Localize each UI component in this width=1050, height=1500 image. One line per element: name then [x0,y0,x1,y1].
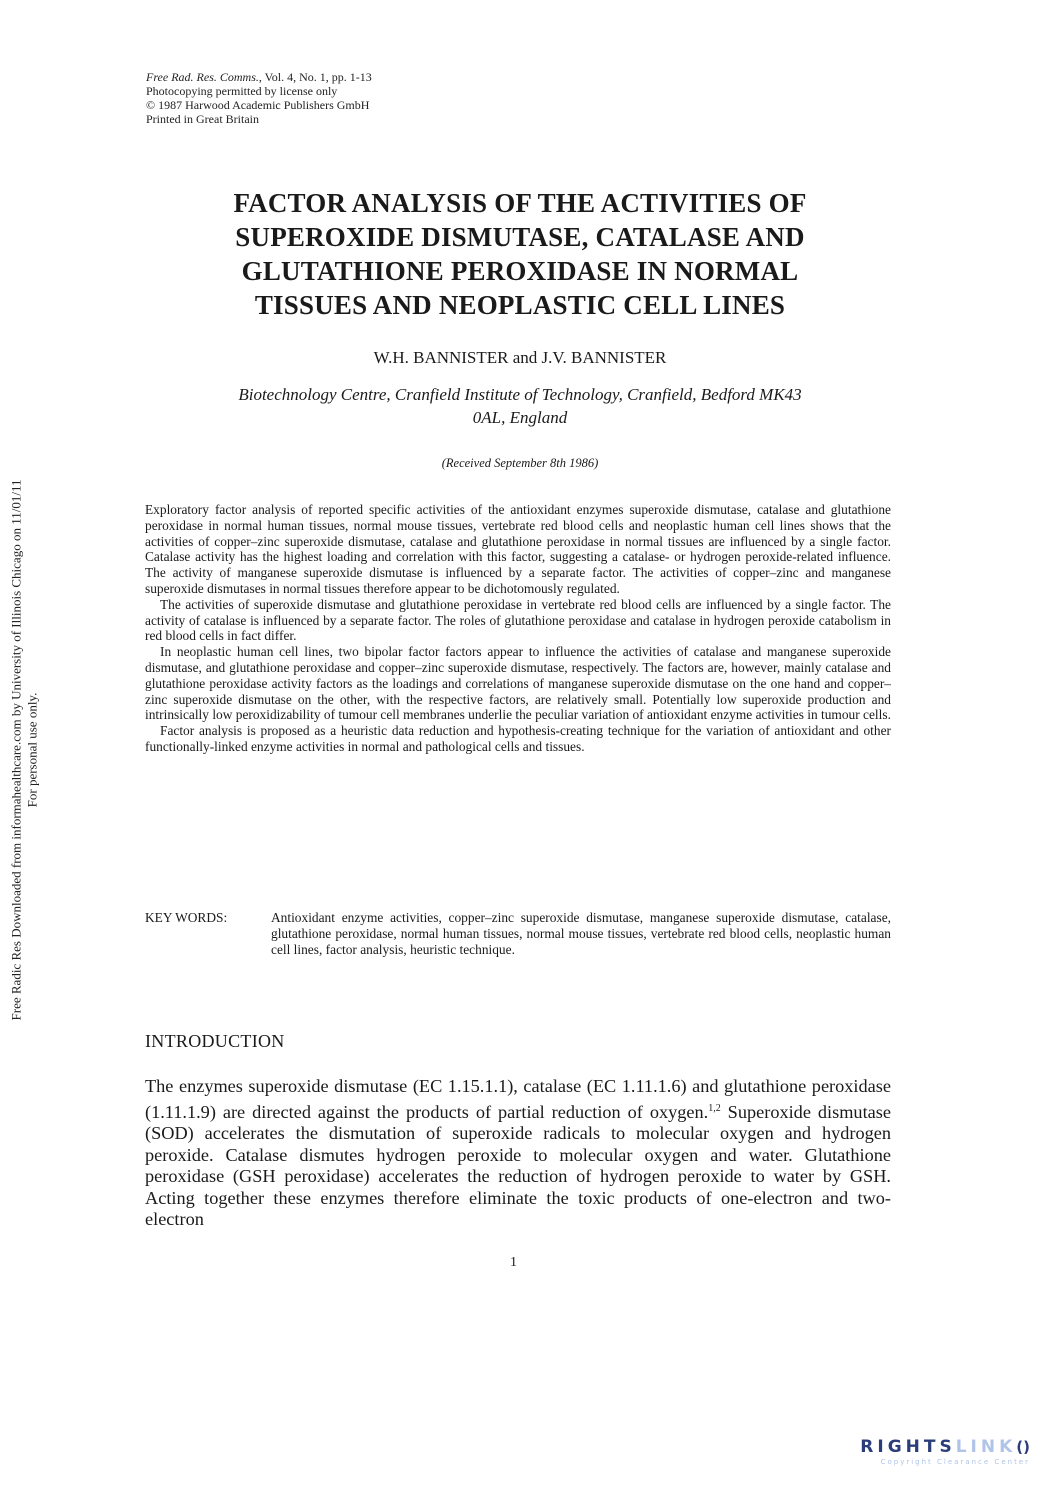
photocopy-notice: Photocopying permitted by license only [146,84,338,98]
rightslink-rights-text: RIGHTS [860,1437,956,1457]
article-authors: W.H. BANNISTER and J.V. BANNISTER [373,348,667,367]
introduction-paragraph [145,1076,891,1231]
received-date: (Received September 8th 1986) [441,456,599,470]
article-title [120,186,920,322]
title-line: GLUTATHIONE PEROXIDASE IN NORMAL [241,256,799,286]
rightslink-logo[interactable] [800,1437,1030,1477]
keywords [145,910,891,957]
copyright-notice: © 1987 Harwood Academic Publishers GmbH [146,98,370,112]
download-watermark [6,400,42,1100]
journal-info [146,70,372,126]
title-line: FACTOR ANALYSIS OF THE ACTIVITIES OF [233,188,807,218]
abstract-paragraph: Exploratory factor analysis of reported specific activities of the antioxidant enzymes superoxide dismutase, catalase and glutathione peroxidase in normal human tissues, normal mouse tissues, vertebrate red blood cells and neoplastic human cell lines shows that the activities of copper–zinc superoxide dismutase, catalase and glutathione peroxidase in normal tissues are influenced by a single factor. Catalase activity has the highest loading and correlation with this factor, suggesting a catalase- or hydrogen peroxide-related influence. The activity of manganese superoxide dismutase is influenced by a separate factor. The activities of copper–zinc and manganese superoxide dismutases in normal tissues therefore appear to be dichotomously regulated. [145,502,891,596]
journal-volume: , Vol. 4, No. 1, pp. 1-13 [258,70,372,84]
rightslink-subtitle: Copyright Clearance Center [880,1458,1030,1466]
author-affiliation [120,383,920,429]
watermark-line-2: For personal use only. [24,692,39,808]
rightslink-link-text: LINK [955,1437,1017,1457]
abstract-paragraph: Factor analysis is proposed as a heuristic data reduction and hypothesis-creating technique for the variation of antioxidant and other functionally-linked enzyme activities in normal and pathological cells and tissues. [145,723,891,754]
section-heading-introduction: INTRODUCTION [145,1031,285,1051]
rightslink-arrow-icon: () [1016,1438,1030,1456]
intro-text: Superoxide dismutase (SOD) accelerates the dismutation of superoxide radicals to molecular oxygen and hydrogen peroxide. Catalase dismutes hydrogen peroxide to molecular oxygen and water. Glutathione peroxidase (GSH peroxidase) accelerates the reduction of hydrogen peroxide to water by GSH. Acting together these enzymes therefore eliminate the toxic products of one-electron and two-electron [145,1101,891,1230]
page-number: 1 [510,1255,517,1270]
journal-title: Free Rad. Res. Comms. [146,70,259,84]
keywords-text: Antioxidant enzyme activities, copper–zinc superoxide dismutase, manganese superoxide dismutase, catalase, glutathione peroxidase, normal human tissues, normal mouse tissues, vertebrate red blood cells, neoplastic human cell lines, factor analysis, heuristic technique. [271,910,891,957]
abstract [145,502,891,755]
title-line: TISSUES AND NEOPLASTIC CELL LINES [254,290,786,320]
keywords-label: KEY WORDS: [145,910,228,925]
printed-notice: Printed in Great Britain [146,112,259,126]
abstract-paragraph: The activities of superoxide dismutase and glutathione peroxidase in vertebrate red blood cells are influenced by a single factor. The activity of catalase is influenced by a separate factor. The roles of glutathione peroxidase and catalase in hydrogen peroxide catabolism in red blood cells in fact differ. [145,596,891,644]
intro-text: The enzymes superoxide dismutase (EC 1.15.1.1), catalase (EC 1.11.1.6) and glutathione peroxidase (1.11.1.9) are directed against the products of partial reduction of oxygen. [145,1076,891,1122]
affiliation-line: Biotechnology Centre, Cranfield Institute of Technology, Cranfield, Bedford MK43 [238,385,802,404]
affiliation-line: 0AL, England [472,408,568,427]
citation-superscript: 1,2 [708,1102,721,1114]
watermark-line-1: Free Radic Res Downloaded from informahealthcare.com by University of Illinois Chicago on 11/01/11 [8,479,23,1021]
title-line: SUPEROXIDE DISMUTASE, CATALASE AND [235,222,805,252]
abstract-paragraph: In neoplastic human cell lines, two bipolar factor factors appear to influence the activities of catalase and manganese superoxide dismutase, and glutathione peroxidase and copper–zinc superoxide dismutase, respectively. The factors are, however, mainly catalase and glutathione peroxidase activity factors as the loadings and correlations of manganese superoxide dismutase on the one hand and copper–zinc superoxide dismutase on the other, with the respective factors, are relatively small. Potentially low superoxide production and intrinsically low peroxidizability of tumour cell membranes underlie the peculiar variation of antioxidant enzyme activities in tumour cells. [145,644,891,723]
